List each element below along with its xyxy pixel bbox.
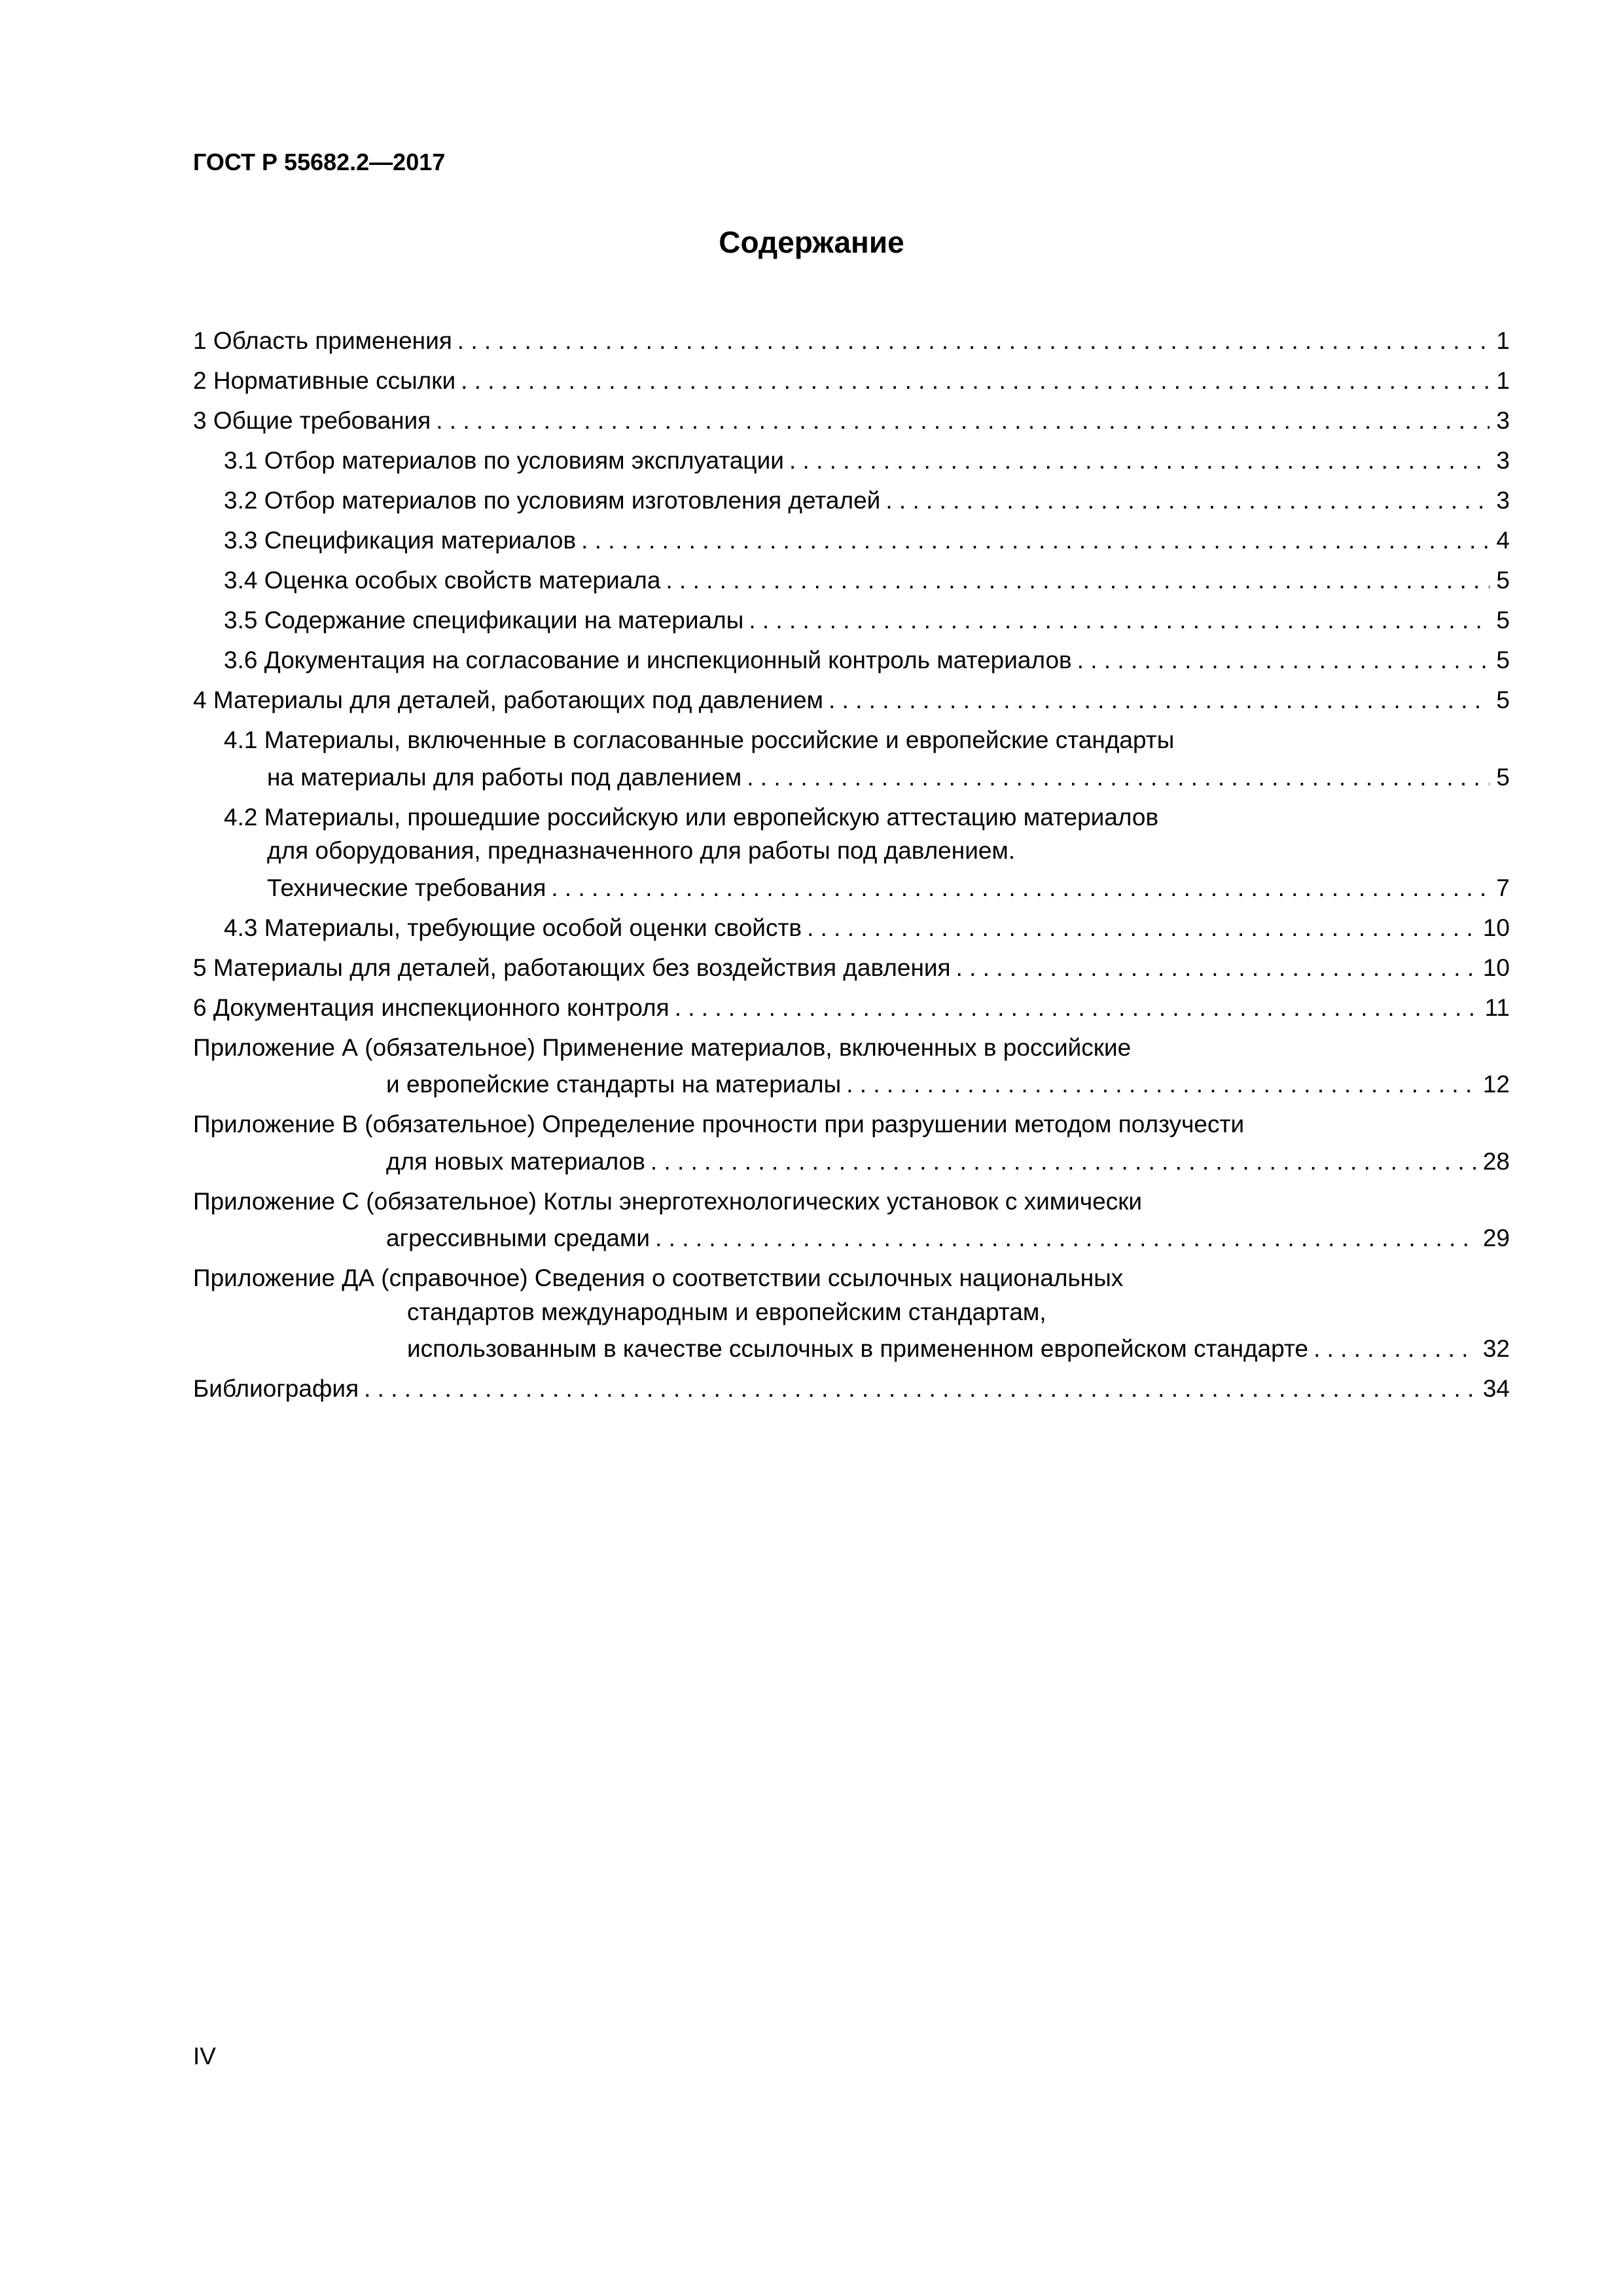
dot-leader [841,1064,1476,1104]
dot-leader [431,401,1489,440]
toc-entry[interactable] [193,1261,1510,1369]
page-title: Содержание [719,225,904,259]
toc-entry[interactable] [193,948,1510,988]
toc-entry-text: Библиография [193,1375,359,1402]
toc-page-number: 34 [1482,1375,1510,1402]
toc-page-number: 5 [1496,607,1510,634]
toc-entry-text: для новых материалов [386,1147,645,1175]
dot-leader [359,1369,1476,1408]
toc-entry[interactable] [193,361,1510,401]
toc-page-number: 28 [1482,1147,1510,1175]
toc-entry-text: 1 Область применения [193,327,452,354]
toc-page-number: 1 [1496,367,1510,394]
toc-page-number: 10 [1482,954,1510,981]
dot-leader [880,480,1489,520]
dot-leader [645,1141,1476,1181]
toc-page-number: 5 [1496,647,1510,673]
toc-entry-text: 3 Общие требования [193,407,431,434]
dot-leader [951,948,1476,988]
toc-entry[interactable] [193,600,1510,640]
toc-page-number: 12 [1482,1071,1510,1098]
toc-page-number: 5 [1496,687,1510,713]
toc-page-number: 3 [1496,487,1510,514]
toc-entry-text: 4.3 Материалы, требующие особой оценки свойств [224,914,802,941]
dot-leader [576,520,1489,560]
toc-entry-text: стандартов международным и европейским стандартам, [407,1298,1046,1325]
toc-entry[interactable] [193,1185,1510,1259]
dot-leader [546,868,1489,908]
toc-entry[interactable] [193,640,1510,680]
toc-entry-text: и европейские стандарты на материалы [386,1071,842,1098]
toc-entry-text: 4 Материалы для деталей, работающих под давлением [193,687,823,713]
dot-leader [650,1218,1476,1258]
dot-leader [660,560,1489,600]
toc-entry-text: использованным в качестве ссылочных в примененном европейском стандарте [407,1335,1309,1362]
toc-entry-text: Приложение В (обязательное) Определение прочности при разрушении методом ползучести [193,1111,1245,1138]
dot-leader [802,908,1476,948]
toc-page-number: 29 [1482,1225,1510,1251]
toc-page-number: 5 [1496,763,1510,791]
dot-leader [669,988,1478,1028]
dot-leader [1072,640,1490,680]
toc-entry-text: 3.1 Отбор материалов по условиям эксплуатации [224,447,784,474]
toc-entry-text: агрессивными средами [386,1225,651,1251]
toc-entry-text: Технические требования [267,874,546,901]
toc-entry-text: 3.4 Оценка особых свойств материала [224,567,661,594]
dot-leader [455,361,1489,401]
toc-entry[interactable] [193,321,1510,361]
dot-leader [784,440,1489,480]
toc-page-number: 1 [1496,327,1510,354]
dot-leader [741,757,1489,797]
toc-entry[interactable] [193,440,1510,480]
toc-entry-text: 4.2 Материалы, прошедшие российскую или европейскую аттестацию материалов [224,803,1159,831]
toc-entry[interactable] [193,480,1510,520]
toc-entry-text: 5 Материалы для деталей, работающих без воздействия давления [193,954,951,981]
toc-page-number: 10 [1482,914,1510,941]
toc-entry[interactable] [193,908,1510,948]
toc-entry-text: 3.5 Содержание спецификации на материалы [224,607,744,634]
toc-page-number: 3 [1496,447,1510,474]
toc-entry-text: на материалы для работы под давлением [267,763,742,791]
dot-leader [1308,1329,1476,1369]
toc-entry-text: Приложение А (обязательное) Применение материалов, включенных в российские [193,1033,1132,1061]
toc-page-number: 4 [1496,527,1510,554]
toc-entry[interactable] [193,680,1510,720]
toc-entry[interactable] [193,988,1510,1028]
toc-entry[interactable] [193,401,1510,440]
toc-entry-text: Приложение ДА (справочное) Сведения о соответствии ссылочных национальных [193,1265,1124,1291]
toc-page-number: 32 [1482,1335,1510,1362]
dot-leader [743,600,1489,640]
toc-entry-text: Приложение С (обязательное) Котлы энерготехнологических установок с химически [193,1187,1143,1215]
toc-entry[interactable] [193,1369,1510,1408]
dot-leader [452,321,1490,361]
toc-entry[interactable] [193,520,1510,560]
toc-page-number: 11 [1484,994,1510,1021]
toc-entry-text: 4.1 Материалы, включенные в согласованные российские и европейские стандарты [224,726,1175,753]
table-of-contents [193,321,1510,1408]
toc-entry[interactable] [193,800,1510,908]
toc-entry[interactable] [193,560,1510,600]
toc-entry-text: 3.3 Спецификация материалов [224,527,577,554]
toc-entry-text: для оборудования, предназначенного для работы под давлением. [267,837,1016,864]
toc-entry-text: 6 Документация инспекционного контроля [193,994,669,1021]
toc-page-number: 3 [1496,407,1510,434]
toc-entry-text: 3.6 Документация на согласование и инспекционный контроль материалов [224,647,1072,673]
toc-page-number: 7 [1496,874,1510,901]
document-code: ГОСТ Р 55682.2—2017 [193,149,446,175]
page-number: IV [193,2043,216,2070]
toc-entry[interactable] [193,723,1510,797]
toc-page-number: 5 [1496,567,1510,594]
toc-entry-text: 3.2 Отбор материалов по условиям изготовления деталей [224,487,881,514]
toc-entry[interactable] [193,1107,1510,1181]
dot-leader [823,680,1489,720]
toc-entry-text: 2 Нормативные ссылки [193,367,456,394]
toc-entry[interactable] [193,1031,1510,1105]
